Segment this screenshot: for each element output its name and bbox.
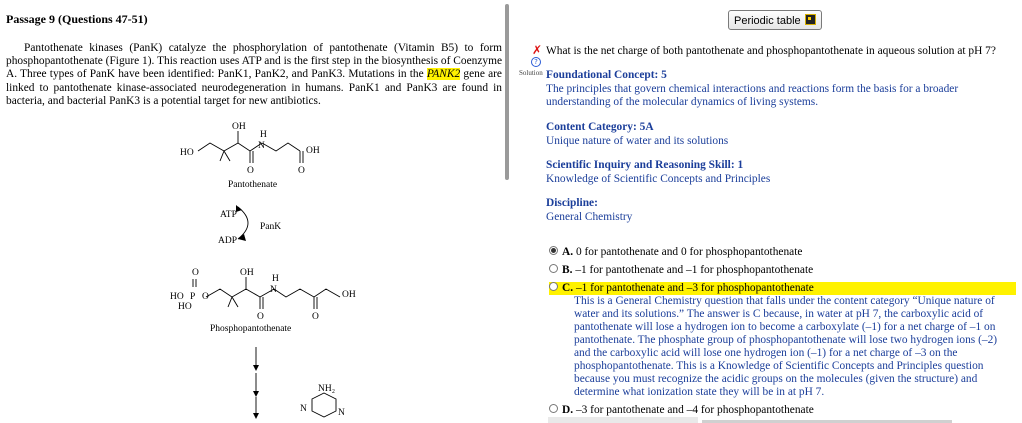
adp-label: ADP [218,236,238,246]
atom-o-2: O [298,166,305,176]
atp-label: ATP [220,210,237,220]
radio-icon[interactable] [549,404,558,413]
incorrect-x-icon: ✗ [532,43,543,57]
radio-selected-icon[interactable] [549,246,558,255]
atom-o-6: O [312,312,319,322]
atom-n-4: N [338,408,345,418]
atom-oh-2: OH [306,146,320,156]
passage-body [6,42,502,108]
discipline-text: General Chemistry [546,210,633,223]
atom-h-1: H [260,130,267,140]
answer-explanation: This is a General Chemistry question that falls under the content category “Unique nature of water and its solutions.” The answer is C because, in water at pH 7, the carboxylic acid of pantothenate will lose a hydrogen ion to become a carboxylate (–1) for a net charge of –1 on pantothenate. The phosphate group of phosphopantothenate will lose two hydrogen ions (–2) and the carboxylic acid will lose one hydrogen ion (–1) for a net charge of –3 on the phosphopantothenate. This is a Knowledge of Scientific Concepts and Principles question because you must recognize the acidic groups on the molecules (given the structure) and determine what ionization state they will be in at pH 7. [574,295,998,398]
atom-o-4: O [202,292,209,302]
passage-pane [0,0,505,423]
passage-text-part2: gene are linked to pantothenate kinase-associated neurodegeneration in humans. PanK1 and PanK3 are found in bacteria, and bacterial PanK3 is a potential target for new antibiotics. [6,68,502,107]
pank-label: PanK [260,222,282,232]
periodic-table-icon [805,14,816,25]
reasoning-skill-text: Knowledge of Scientific Concepts and Principles [546,172,771,185]
content-category [546,121,1016,148]
foundational-concept-text: The principles that govern chemical interactions and reactions form the basis for a broader understanding of the molecular dynamics of living systems. [546,82,959,108]
atom-h-2: H [272,274,279,284]
option-c[interactable] [549,282,814,295]
discipline-title: Discipline: [546,197,598,209]
atom-o-5: O [257,312,264,322]
reasoning-skill [546,159,1016,186]
solution-info-icon[interactable]: ? [531,57,541,67]
question-pane [512,0,1022,423]
option-d-letter: D. [562,404,574,416]
foundational-concept-title: Foundational Concept: 5 [546,69,667,81]
atom-ho-2: HO [170,292,184,302]
question-text: What is the net charge of both pantothenate and phosphopantothenate in aqueous solution at pH 7? [546,45,996,57]
content-category-title: Content Category: 5A [546,121,654,133]
atom-n-2: N [270,285,277,295]
reasoning-skill-title: Scientific Inquiry and Reasoning Skill: 1 [546,159,744,171]
atom-oh-1: OH [232,122,246,132]
passage-title: Passage 9 (Questions 47-51) [6,12,148,26]
reaction-scheme [140,115,380,423]
option-d-text: –3 for pantothenate and –4 for phosphopantothenate [575,404,814,416]
foundational-concept [546,69,1016,110]
atom-n-3: N [300,404,307,414]
pantothenate-structure [193,131,340,417]
solution-label[interactable]: Solution [519,69,543,77]
atom-o-3: O [192,268,199,278]
option-a-letter: A. [562,246,574,258]
atom-o-1: O [247,166,254,176]
atom-oh-3: OH [240,268,254,278]
radio-icon[interactable] [549,282,558,291]
content-category-text: Unique nature of water and its solutions [546,134,729,147]
atom-n-1: N [258,141,265,151]
pantothenate-caption: Pantothenate [228,180,278,190]
atom-nh2: NH₂ [318,384,336,394]
atom-ho-1: HO [180,148,194,158]
radio-icon[interactable] [549,264,558,273]
option-c-letter: C. [562,282,574,294]
highlighted-gene: PANK2 [426,68,461,81]
option-a-text: 0 for pantothenate and 0 for phosphopantothenate [575,246,803,258]
option-b-text: –1 for pantothenate and –1 for phosphopantothenate [575,264,814,276]
phosphopantothenate-caption: Phosphopantothenate [210,324,292,334]
passage-text-part1: Pantothenate kinases (PanK) catalyze the phosphorylation of pantothenate (Vitamin B5) to form phosphopantothenate (Figure 1). This reaction uses ATP and is the first step in the biosynthesis of Coenzyme A. Three types of PanK have been identified: PanK1, PanK2, and PanK3. Mutations in the [6,42,502,81]
option-d[interactable] [549,404,814,417]
option-b-letter: B. [562,264,573,276]
atom-oh-4: OH [342,290,356,300]
cutoff-content [548,417,698,423]
option-a[interactable] [549,246,802,259]
atom-p: P [190,292,196,302]
option-c-text: –1 for pantothenate and –3 for phosphopantothenate [575,282,814,294]
figure-1 [140,115,380,423]
periodic-table-button[interactable] [728,10,822,30]
pane-scrollbar[interactable] [505,4,509,180]
discipline [546,197,1016,224]
periodic-table-label: Periodic table [734,15,801,27]
atom-ho-3: HO [178,302,192,312]
option-b[interactable] [549,264,813,277]
